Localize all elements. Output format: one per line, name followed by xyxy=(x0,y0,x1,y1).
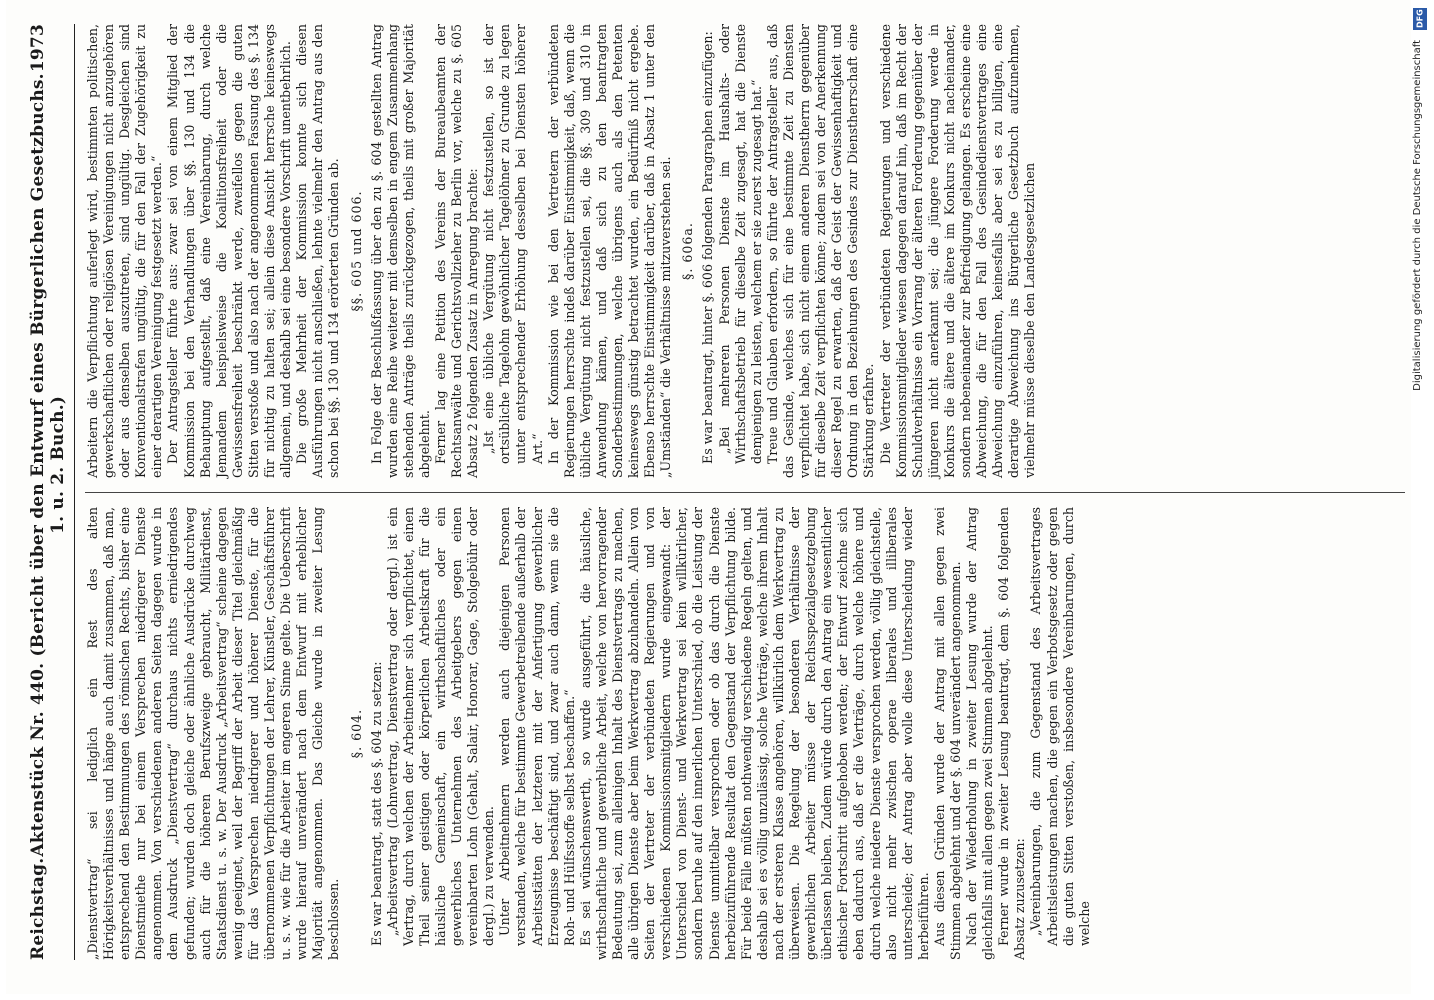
page-number: 1973 xyxy=(28,24,48,73)
section-heading: §§. 605 und 606. xyxy=(348,190,364,312)
header-title: Aktenstück Nr. 440. (Bericht über den Entwurf eines Bürgerlichen Gesetzbuchs. 1. u. 2. Buch.) xyxy=(28,73,68,857)
paragraph: In der Kommission wie bei den Vertretern der verbündeten Regierungen herrschte indeß darüber Einstimmigkeit, daß, wenn die übliche Vergütung nicht festzustellen sei, die §§. 309 und 310 in Anwendung kämen, und daß sich zu den beantragten Sonderbestimmungen, welche übrigens auch als den Petenten keineswegs günstig betrachtet wurden, ein Bedürfniß nicht ergebe. Ebenso herrschte Einstimmigkeit darüber, daß in Absatz 1 unter den „Umständen“ die Verhältnisse mitzuverstehen sei. xyxy=(545,24,674,478)
paragraph: „Dienstvertrag“ sei lediglich ein Rest des alten Hörigkeitsverhältnisses und hänge auch damit zusammen, daß man, entsprechend den Bestimmungen des römischen Rechts, bisher eine Dienstmiethe nur bei einem Versprechen niedrigerer Dienste angenommen. Von verschiedenen anderen Seiten dagegen wurde in dem Ausdruck „Dienstvertrag“ durchaus nichts erniedrigendes gefunden; wurden doch gleiche oder ähnliche Ausdrücke durchweg auch für die höheren Berufszweige gebraucht, Militärdienst, Staatsdienst u. s. w. Der Ausdruck „Arbeitsvertrag“ scheine dagegen wenig geeignet, weil der Begriff der Arbeit dieser Titel gleichmäßig für das Versprechen niedrigerer und höherer Dienste, für die übernommenen Verpflichtungen der Lehrer, Künstler, Geschäftsführer u. s. w. wie für die Arbeiter im engeren Sinne gelte. Die Ueberschrift wurde hierauf unverändert nach dem Entwurf mit erheblicher Majorität angenommen. Das Gleiche wurde in zweiter Lesung beschlossen. xyxy=(85,507,342,960)
paragraph: Der Antragsteller führte aus: zwar sei von einem Mitglied der Kommission bei den Verhandlungen über §§. 130 und 134 die Behauptung aufgestellt, daß eine Vereinbarung, durch welche Jemandem beispielsweise die Koalitionsfreiheit oder die Gewissensfreiheit beschränkt werde, zweifellos gegen die guten Sitten verstoße und also nach der angenommenen Fassung des §. 134 für nichtig zu halten sei; allein diese Ansicht herrsche keineswegs allgemein, und deshalb sei eine besondere Vorschrift unentbehrlich. xyxy=(165,24,294,478)
paragraph: Nach der Wiederholung in zweiter Lesung wurde der Antrag gleichfalls mit allen gegen zwei Stimmen abgelehnt. xyxy=(964,507,996,960)
section-heading: §. 606a. xyxy=(680,222,696,280)
quoted-text: Unter Arbeitnehmern werden auch diejenigen Personen verstanden, welche für bestimmte Gewerbetreibende außerhalb der Arbeitsstätten der letzteren mit der Anfertigung gewerblicher Erzeugnisse beschäftigt sind, und zwar auch dann, wenn sie die Roh- und Hülfsstoffe selbst beschaffen.“ xyxy=(497,507,577,946)
document-page xyxy=(6,0,1411,994)
paragraph: Es war beantragt, statt des §. 604 zu setzen: xyxy=(368,661,384,946)
paragraph: Es war beantragt, hinter §. 606 folgenden Paragraphen einzufügen: xyxy=(700,31,716,464)
paragraph: Ferner lag eine Petition des Vereins der Bureaubeamten der Rechtsanwälte und Gerichtsvollzieher zu Berlin vor, welche zu §. 605 Absatz 2 folgenden Zusatz in Anregung brachte: xyxy=(432,24,481,478)
paragraph: Es sei wünschenswerth, so wurde ausgeführt, die häusliche, wirthschaftliche und gewerbliche Arbeit, welche von hervorragender Bedeutung sei, zum alleinigen Inhalt des Dienstvertrags zu machen, alle übrigen Dienste aber beim Werkvertrag abzuhandeln. Allein von Seiten der Vertreter der verbündeten Regierungen und von verschiedenen Kommissionsmitgliedern wurde eingewandt: der Unterschied von Dienst- und Werkvertrag sei kein willkürlicher, sondern beruhe auf den innerlichen Unterschied, ob die Leistung der Dienste unmittelbar versprochen oder ob das durch die Dienste herbeizuführende Resultat den Gegenstand der Verpflichtung bilde. Für beide Fälle müßten nothwendig verschiedene Regeln gelten, und deshalb sei es völlig unzulässig, solche Verträge, welche ihrem Inhalt nach der ersteren Klasse angehören, willkürlich dem Werkvertrag zu überweisen. Die Regelung der besonderen Verhältnisse der gewerblichen Arbeiter müsse der Reichsspezialgesetzgebung überlassen bleiben. Zudem würde durch den Antrag ein wesentlicher ethischer Fortschritt aufgehoben werden; der Entwurf zeichne sich eben dadurch aus, daß er die Verträge, durch welche höhere und durch welche niedere Dienste versprochen werden, völlig gleichstelle, also nicht mehr zwischen operae liberales und illiberales unterscheide; der Antrag aber wolle diese Unterscheidung wieder herbeiführen. xyxy=(577,507,931,960)
right-column xyxy=(85,24,1405,492)
paragraph: Arbeitern die Verpflichtung auferlegt wird, bestimmten politischen, gewerkschaftlichen oder religiösen Vereinigungen nicht anzugehören oder aus denselben auszutreten, sind ungültig. Desgleichen sind Konventionalstrafen ungültig, die für den Fall der Zugehörigkeit zu einer derartigen Vereinigung festgesetzt werden.“ xyxy=(85,24,165,478)
digitization-credit: Digitalisierung gefördert durch die Deutsche Forschungsgemeinschaft xyxy=(1412,40,1423,391)
left-column xyxy=(85,492,1405,960)
digitization-sidebar xyxy=(1410,0,1432,1000)
paragraph: Treue und Glauben erfordern, so führte der Antragsteller aus, daß das Gesinde, welches sich für eine bestimmte Zeit zu Diensten verpflichtet habe, sich nicht einem anderen Dienstherrn gegenüber für dieselbe Zeit verpflichten könne; zudem sei von der Anerkennung dieser Regel zu erwarten, daß der Geist der Gewissenhaftigkeit und Ordnung in den Beziehungen des Gesindes zur Dienstherrschaft eine Stärkung erfahre. xyxy=(764,24,877,478)
quoted-text: „Bei mehreren Personen Dienste im Haushalts- oder Wirthschaftsbetrieb für dieselbe Zeit zugesagt, hat die Dienste demjenigen zu leisten, welchem er sie zuerst zugesagt hat.“ xyxy=(716,24,764,464)
text-columns xyxy=(85,24,1405,960)
header-left: Reichstag. xyxy=(28,857,48,960)
paragraph: Die große Mehrheit der Kommission konnte sich diesen Ausführungen nicht anschließen, lehnte vielmehr den Antrag aus den schon bei §§. 130 und 134 erörterten Gründen ab. xyxy=(294,24,342,478)
section-heading: §. 604. xyxy=(348,708,364,759)
quoted-text: „Vereinbarungen, die zum Gegenstand des Arbeitsvertrages Arbeitsleistungen machen, die gegen ein Verbotsgesetz oder gegen die guten Sitten verstoßen, insbesondere Vereinbarungen, durch welche xyxy=(1028,507,1092,946)
paragraph: Die Vertreter der verbündeten Regierungen und verschiedene Kommissionsmitglieder wiesen dagegen darauf hin, daß im Recht der Schuldverhältnisse ein Vorrang der älteren Forderung gegenüber der jüngeren nicht anerkannt sei; die jüngere Forderung werde in Konkurs die ältere und die ältere im Konkurs nicht nacheinander, sondern nebeneinander zur Befriedigung gelangen. Es erscheine eine Abweichung, die für den Fall des Gesindedienstvertrages eine Abweichung einzuführen, keinesfalls aber sei es zu billigen, eine derartige Abweichung ins Bürgerliche Gesetzbuch aufzunehmen, vielmehr müsse dieselbe den Landesgesetzlichen xyxy=(877,24,1038,478)
dfg-logo: DFG xyxy=(1413,8,1427,30)
paragraph: Ferner wurde in zweiter Lesung beantragt, dem §. 604 folgenden Absatz zuzusetzen: xyxy=(996,507,1028,960)
quoted-text: „Arbeitsvertrag (Lohnvertrag, Dienstvertrag oder dergl.) ist ein Vertrag, durch welchen der Arbeitnehmer sich verpflichtet, einen Theil seiner geistigen oder körperlichen Arbeitskraft für die häusliche Gemeinschaft, ein wirthschaftliches oder ein gewerbliches Unternehmen des Arbeitgebers gegen einen vereinbarten Lohn (Gehalt, Salair, Honorar, Gage, Stolgebühr oder dergl.) zu verwenden. xyxy=(384,507,497,946)
paragraph: In Folge der Beschlußfassung über den zu §. 604 gestellten Antrag wurden eine Reihe weiterer mit demselben in engem Zusammenhang stehenden Anträge theils zurückgezogen, theils mit großer Majorität abgelehnt. xyxy=(368,24,432,478)
quoted-text: „Ist eine übliche Vergütung nicht festzustellen, so ist der ortsübliche Tagelohn gewöhnlicher Tagelöhner zu Grunde zu legen unter entsprechender Erhöhung desselben bei Diensten höherer Art.“ xyxy=(481,24,545,464)
paragraph: Aus diesen Gründen wurde der Antrag mit allen gegen zwei Stimmen abgelehnt und der §. 604 unverändert angenommen. xyxy=(931,507,963,960)
page-header xyxy=(28,24,75,960)
